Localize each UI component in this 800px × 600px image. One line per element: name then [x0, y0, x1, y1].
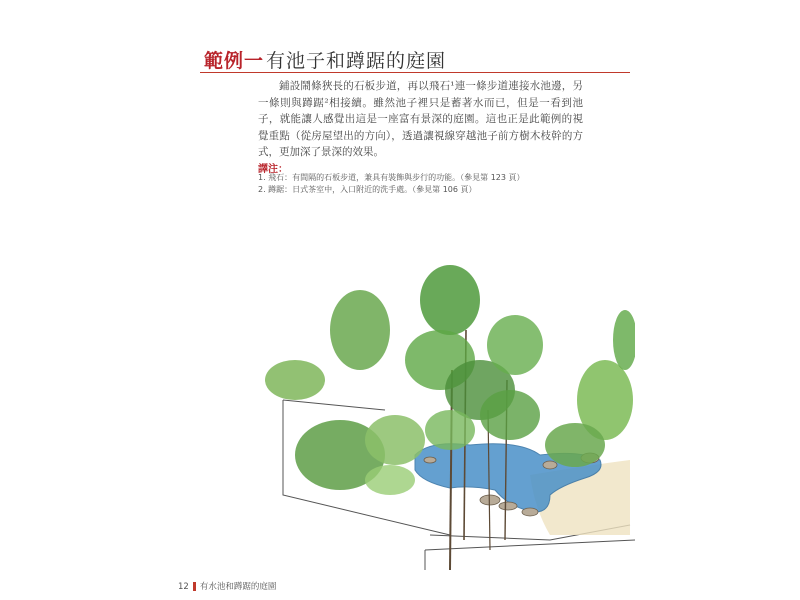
page-footer — [178, 580, 276, 592]
page-title: 有池子和蹲踞的庭園 — [266, 50, 447, 72]
example-label: 範例一 — [204, 50, 265, 72]
notes-title: 譯注： — [258, 164, 288, 175]
body-paragraph-block — [258, 78, 583, 161]
chapter-heading — [200, 46, 630, 73]
note-item-2: 2. 蹲踞：日式茶室中，入口附近的洗手處。（參見第 106 頁） — [258, 185, 477, 194]
page-number: 12 — [178, 582, 189, 592]
footer-divider — [193, 582, 196, 591]
footer-section: 有水池和蹲踞的庭園 — [199, 582, 277, 592]
note-item-1: 1. 飛石：有間隔的石板步道，兼具有裝飾與步行的功能。（參見第 123 頁） — [258, 173, 525, 182]
garden-illustration — [250, 250, 635, 570]
body-paragraph: 鋪設鬧條狹長的石板步道，再以飛石¹連一條步道連接水池邊，另一條則與蹲踞²相接續。雖然池子裡只是蓄著水而已，但是一看到池子，就能讓人感覺出這是一座富有景深的庭園。這也正是此範例的視覺重點（從房屋望出的方向），透過讓視線穿越池子前方樹木枝幹的方式，更加深了景深的效果。 — [258, 80, 583, 158]
